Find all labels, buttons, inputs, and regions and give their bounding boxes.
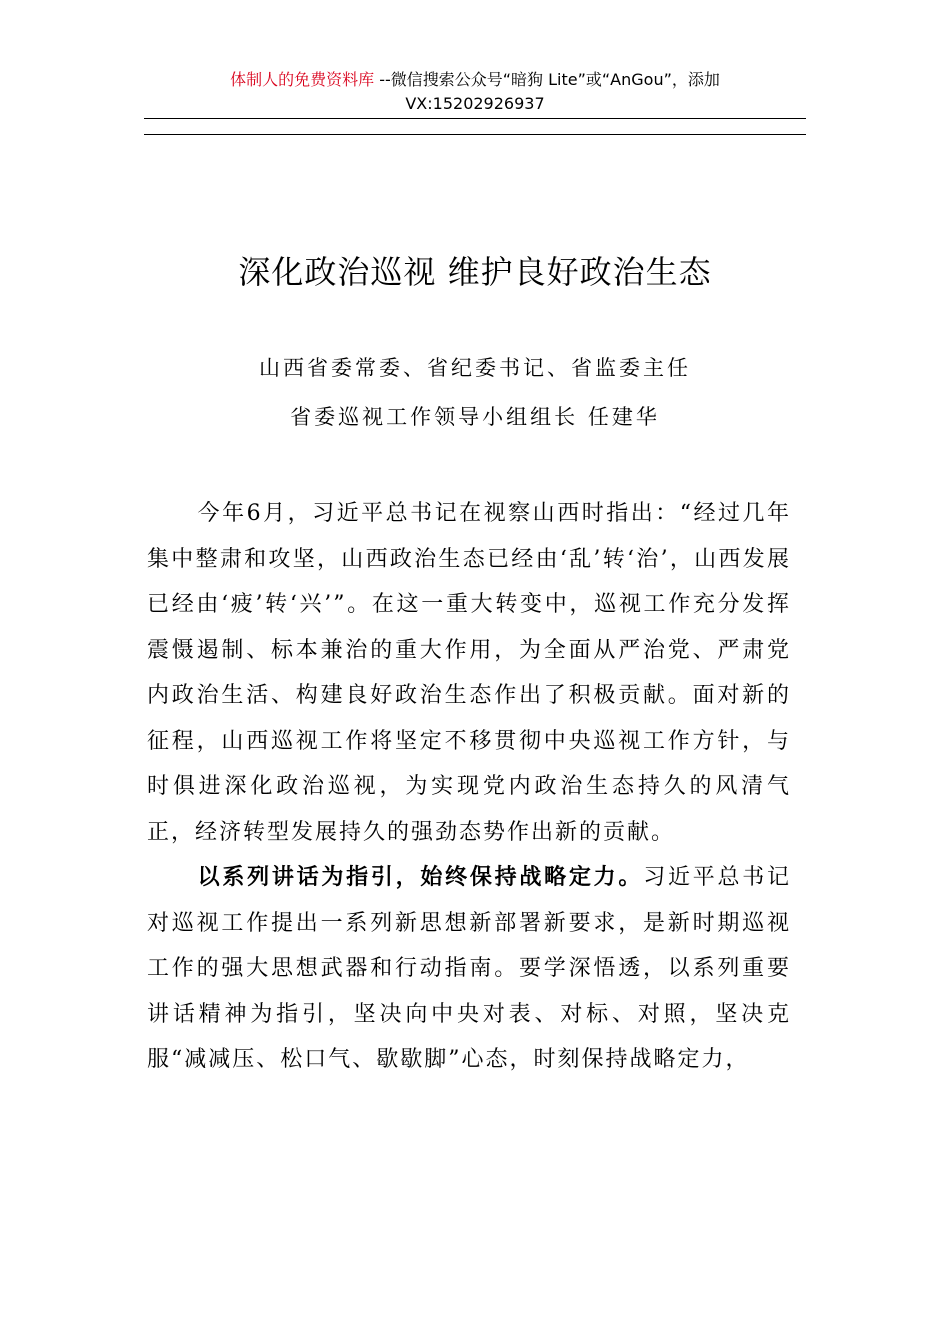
paragraph-1: 今年6月，习近平总书记在视察山西时指出：“经过几年集中整肃和攻坚，山西政治生态已经由‘乱’转‘治’，山西发展已经由‘疲’转‘兴’”。在这一重大转变中，巡视工作充分发挥震慑遏制、标本兼治的重大作用，为全面从严治党、严肃党内政治生活、构建良好政治生态作出了积极贡献。面对新的征程，山西巡视工作将坚定不移贯彻中央巡视工作方针，与时俱进深化政治巡视，为实现党内政治生态持久的风清气正，经济转型发展持久的强劲态势作出新的贡献。: [147, 501, 791, 845]
header-line-1: [0, 68, 950, 92]
paragraph-2: [147, 855, 791, 1083]
paragraph-2-body: 习近平总书记对巡视工作提出一系列新思想新部署新要求，是新时期巡视工作的强大思想武器和行动指南。要学深悟透，以系列重要讲话精神为指引，坚决向中央对表、对标、对照，坚决克服“减减压、松口气、歇歇脚”心态，时刻保持战略定力，: [147, 865, 791, 1072]
author-name: 省委巡视工作领导小组组长 任建华: [290, 405, 660, 429]
header-divider-top: [144, 118, 806, 119]
page-header: [0, 68, 950, 116]
author-position: 山西省委常委、省纪委书记、省监委主任: [259, 356, 691, 380]
paragraph-2-lead: 以系列讲话为指引，始终保持战略定力。: [197, 865, 644, 890]
header-brand: 体制人的免费资料库: [230, 70, 375, 89]
article-title: 深化政治巡视 维护良好政治生态: [238, 253, 712, 291]
header-info: --微信搜索公众号“暗狗 Lite”或“AnGou”，添加: [374, 70, 720, 89]
header-contact: VX:15202926937: [405, 94, 545, 113]
header-divider-bottom: [144, 134, 806, 135]
article-body: [147, 491, 791, 1083]
